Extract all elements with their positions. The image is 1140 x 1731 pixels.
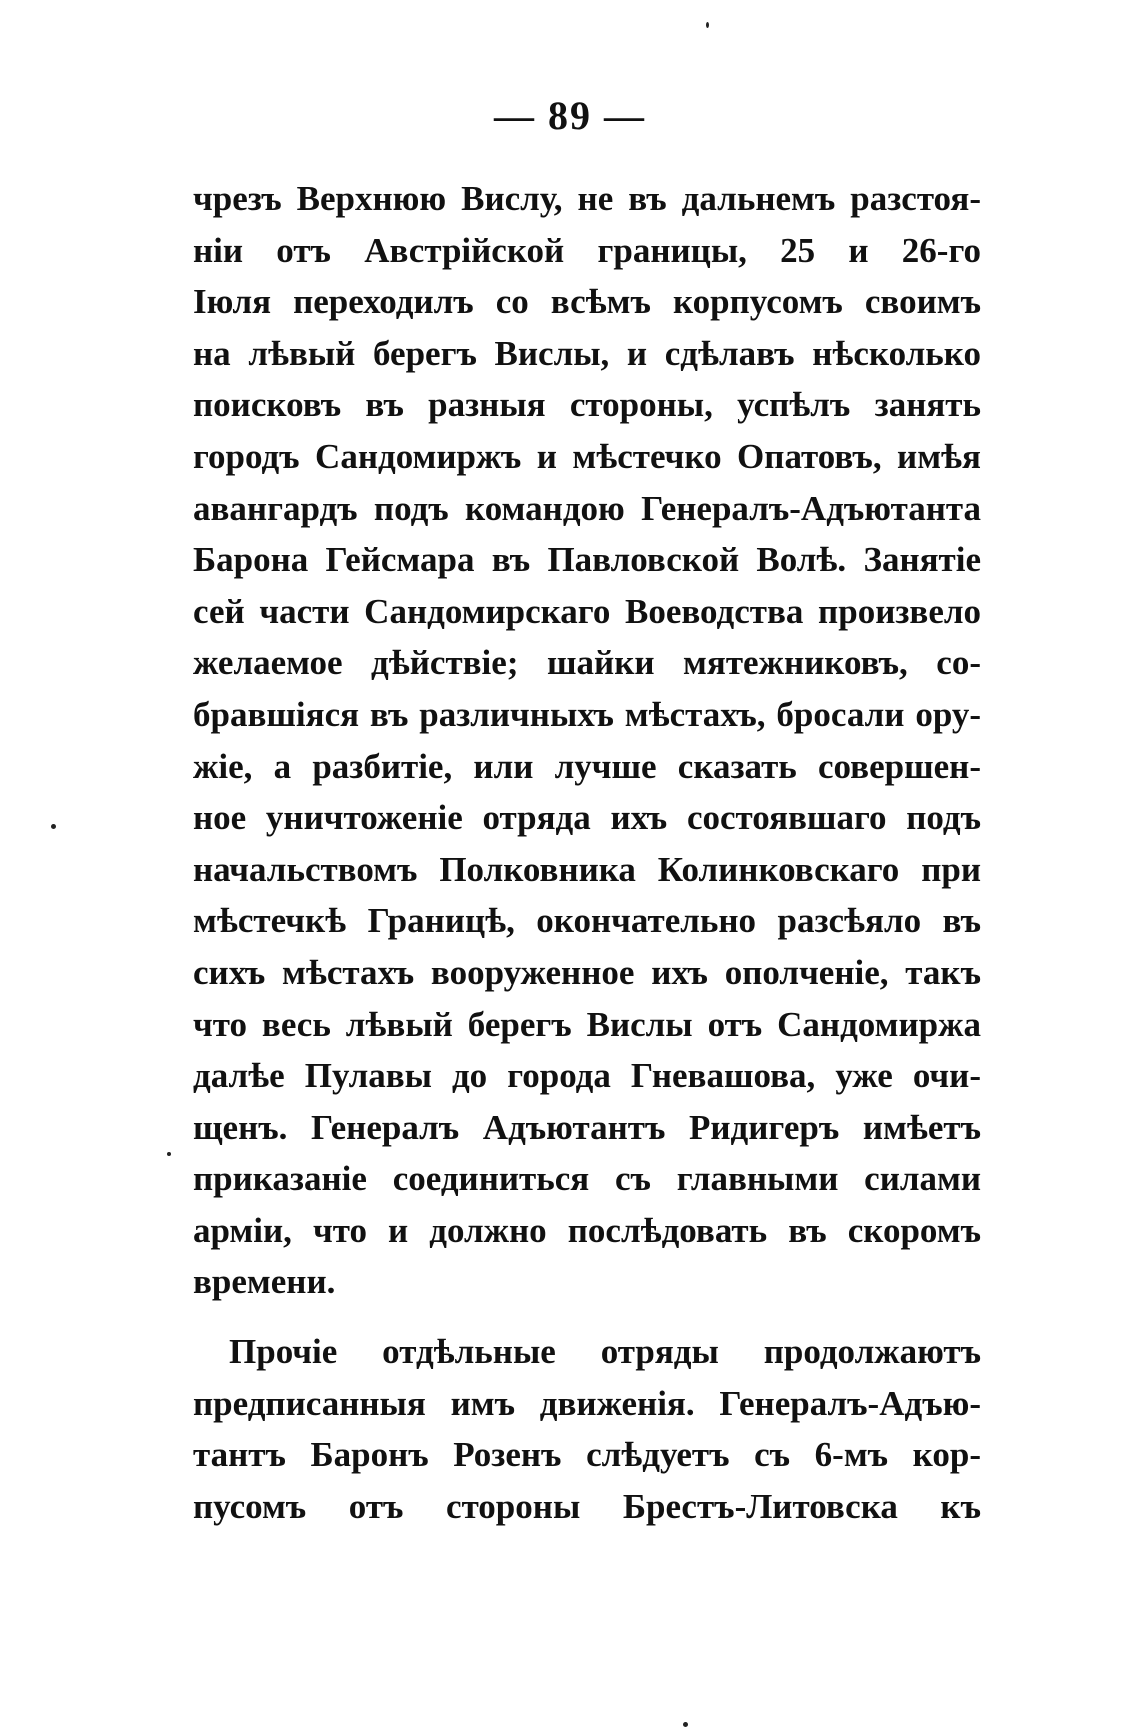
text-line: нiи отъ Австрiйской границы, 25 и 26-го [193, 230, 981, 270]
text-line: бравшiяся въ различныхъ мѣстахъ, бросали ору- [193, 694, 981, 734]
text-line: тантъ Баронъ Розенъ слѣдуетъ съ 6-мъ кор- [193, 1435, 981, 1475]
text-line: сей части Сандомирскаго Воеводства произвело [193, 591, 981, 631]
scan-speck [683, 1722, 688, 1727]
text-line: армiи, что и должно послѣдовать въ скоромъ [193, 1210, 981, 1250]
text-line: начальствомъ Полковника Колинковскаго при [193, 849, 981, 889]
text-line: авангардъ подъ командою Генералъ-Адъютанта [193, 488, 981, 528]
body-text [193, 173, 981, 1532]
text-line: пусомъ отъ стороны Брестъ-Литовска къ [193, 1486, 981, 1526]
text-line: предписанныя имъ движенiя. Генералъ-Адъю- [193, 1383, 981, 1423]
text-line: ное уничтоженiе отряда ихъ состоявшаго подъ [193, 798, 981, 838]
text-line: поисковъ въ разныя стороны, успѣлъ занять [193, 385, 981, 425]
text-line: чрезъ Верхнюю Вислу, не въ дальнемъ разстоя- [193, 179, 981, 218]
text-line: Барона Гейсмара въ Павловской Волѣ. Занятiе [193, 540, 981, 580]
text-line: жiе, а разбитiе, или лучше сказать совершен- [193, 746, 981, 786]
paragraph-2 [193, 1326, 981, 1532]
paragraph-gap [193, 1308, 981, 1326]
scan-speck [167, 1152, 171, 1156]
text-line: желаемое дѣйствiе; шайки мятежниковъ, со- [193, 643, 981, 683]
text-line: на лѣвый берегъ Вислы, и сдѣлавъ нѣсколько [193, 333, 981, 373]
text-line: Прочiе отдѣльные отряды продолжаютъ [229, 1332, 981, 1372]
scan-speck [706, 22, 709, 28]
scan-speck [51, 824, 56, 829]
text-line: городъ Сандомиржъ и мѣстечко Опатовъ, имѣя [193, 436, 981, 476]
text-line: сихъ мѣстахъ вооруженное ихъ ополченiе, такъ [193, 952, 981, 992]
page-number: — 89 — [494, 93, 646, 138]
text-line: что весь лѣвый берегъ Вислы отъ Сандомиржа [193, 1004, 981, 1044]
text-line: щенъ. Генералъ Адъютантъ Ридигеръ имѣетъ [193, 1107, 981, 1147]
text-line: мѣстечкѣ Границѣ, окончательно разсѣяло въ [193, 901, 981, 941]
paragraph-1 [193, 173, 981, 1308]
text-line: приказанiе соединиться съ главными силами [193, 1159, 981, 1199]
text-line: времени. [193, 1262, 336, 1302]
text-line: далѣе Пулавы до города Гневашова, уже очи- [193, 1056, 981, 1096]
text-line: Iюля переходилъ со всѣмъ корпусомъ своимъ [193, 282, 981, 322]
